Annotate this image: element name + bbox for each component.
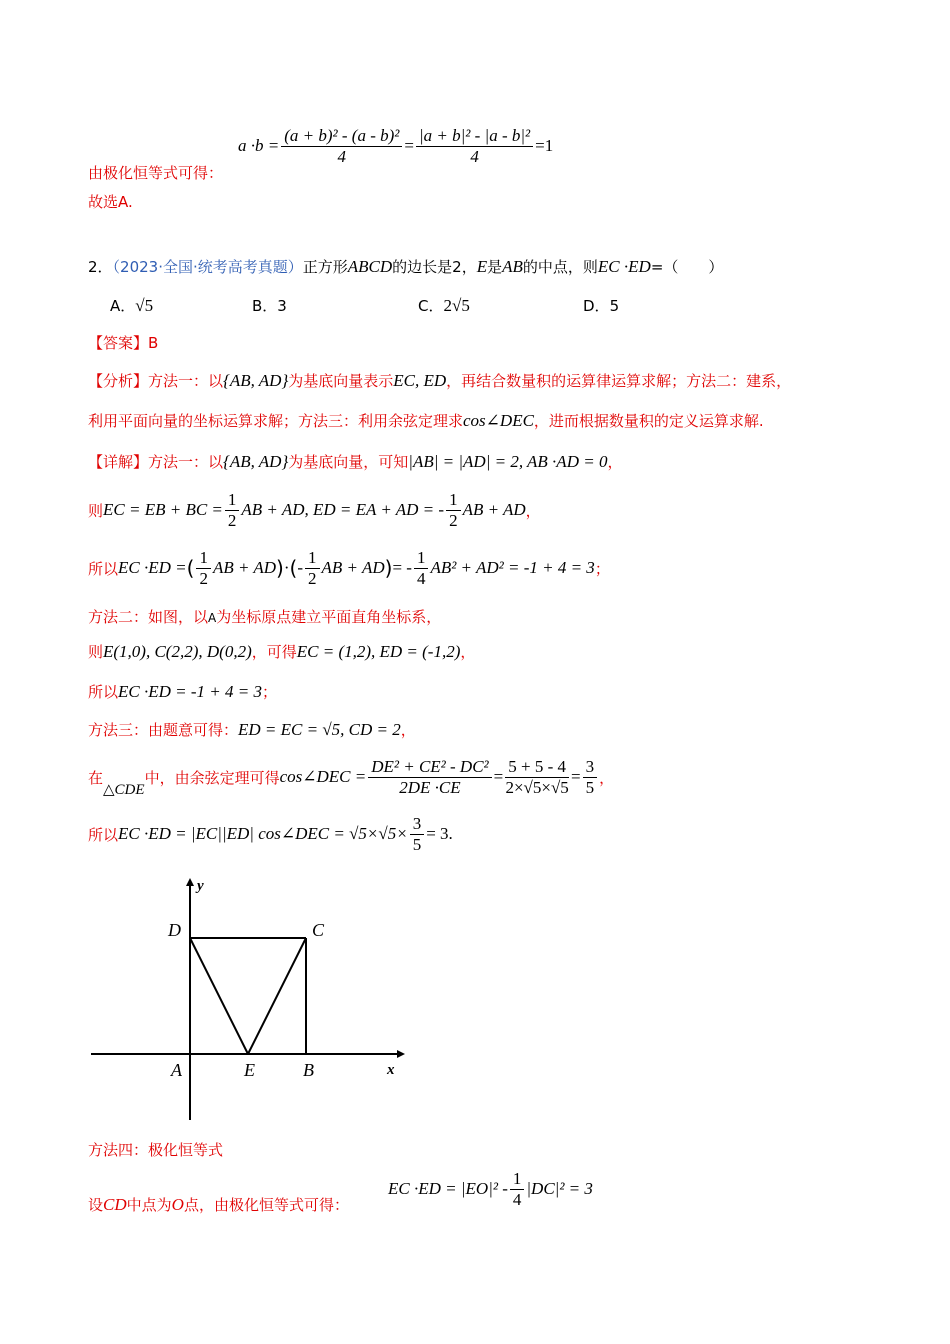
- m3-in: 在: [88, 768, 104, 787]
- so-quarter-num: 1: [414, 548, 429, 569]
- prev-choose: 故选A.: [88, 193, 133, 211]
- then-end: ，: [525, 501, 541, 520]
- m2-b: 为坐标原点建立平面直角坐标系，: [216, 608, 442, 626]
- m3-rn: 3: [410, 814, 425, 835]
- stem-e: E: [476, 257, 488, 276]
- point-label-a: A: [171, 1060, 182, 1080]
- method4-formula: [388, 1166, 593, 1212]
- m4-frac: [510, 1169, 525, 1210]
- option-c[interactable]: [418, 295, 470, 316]
- m4-expr1: EC ·ED = |EO|² -: [388, 1179, 508, 1198]
- so-mid: = -: [392, 558, 412, 577]
- polar-intro-frac1: [281, 126, 402, 167]
- m4-fn: 1: [510, 1169, 525, 1190]
- stem-expr: EC ·ED: [597, 257, 651, 276]
- polar-intro-result: =1: [535, 136, 554, 155]
- so-label: 所以: [88, 559, 119, 578]
- so-p2b: AB + AD: [321, 558, 385, 577]
- analysis-p1: 方法一：以: [148, 372, 224, 390]
- option-b[interactable]: [252, 295, 287, 316]
- m4-text-b: 中点为: [126, 1196, 172, 1214]
- m3-cos: cos∠DEC =: [279, 767, 367, 786]
- then-label: 则: [88, 501, 104, 520]
- m3-eq-1: =: [493, 767, 504, 786]
- option-c-value: 2√5: [443, 296, 470, 315]
- polar-intro-frac2: [416, 126, 533, 167]
- so-expr1: EC ·ED =: [118, 558, 187, 577]
- point-label-d: D: [168, 920, 181, 940]
- point-label-e: E: [244, 1060, 255, 1080]
- so-half-2: [305, 548, 320, 589]
- so-end: ；: [594, 559, 610, 578]
- option-d[interactable]: [583, 295, 619, 316]
- method2-line-2: [88, 641, 475, 662]
- detail-so-line: 所以 EC ·ED = ( $\frac{1}{2}$ AB + AD ) · ( - $\frac{1}{2}$ AB + AD ) = - $\frac{1}{4}$ AB² + AD² = -1 + 4 = 3 ；: [88, 547, 610, 588]
- m4-text-a: 设: [88, 1196, 104, 1214]
- m4-text-c: 点，由极化恒等式可得：: [183, 1196, 349, 1214]
- stem-text-c: 是: [487, 258, 503, 276]
- m2-a: 方法二：如图，以: [88, 608, 209, 626]
- m2-origin: A: [208, 611, 217, 625]
- analysis-line-2: [88, 410, 764, 431]
- analysis-line-1: [88, 370, 791, 391]
- method3-line-3: [88, 810, 453, 858]
- then-half-2-num: 1: [446, 490, 461, 511]
- m2-end: ，: [460, 643, 476, 661]
- m3-rd: 5: [412, 834, 422, 854]
- option-d-label: D．: [583, 297, 610, 315]
- m3-end: ，: [400, 721, 416, 739]
- detail-head: 【详解】: [88, 453, 149, 471]
- m4-fd: 4: [512, 1189, 522, 1209]
- m2-result: EC ·ED = -1 + 4 = 3: [118, 682, 262, 701]
- so-p2a: -: [297, 558, 304, 577]
- method2-line-1: [88, 606, 441, 627]
- m3-frac-1: [368, 757, 491, 798]
- so-p1a: AB + AD: [212, 558, 277, 577]
- m3-f1n: DE² + CE² - DC²: [368, 757, 491, 778]
- m3-f1d: 2DE ·CE: [399, 777, 461, 797]
- question-stem: [88, 256, 723, 277]
- m2-so: 所以: [88, 683, 119, 701]
- m2-vecs: EC = (1,2), ED = (-1,2): [296, 642, 461, 661]
- analysis-line2a: 利用平面向量的坐标运算求解；方法三：利用余弦定理求: [88, 412, 464, 430]
- analysis-vectors: EC, ED: [393, 371, 447, 390]
- m3-tri: △CDE: [103, 781, 145, 798]
- analysis-line2b: ，进而根据数量积的定义运算求解.: [533, 412, 764, 430]
- method3-line-2: [88, 752, 614, 802]
- option-c-label: C．: [418, 297, 444, 315]
- option-a-label: A．: [110, 297, 136, 315]
- then-half-2: [446, 490, 461, 531]
- polar-intro-label: 由极化恒等式可得：: [88, 164, 224, 182]
- segment-de: [190, 938, 248, 1054]
- then-half-2-den: 2: [449, 510, 458, 530]
- polar-intro-frac1-den: 4: [337, 146, 347, 166]
- polar-intro-formula: [238, 116, 553, 176]
- analysis-cos: cos∠DEC: [463, 411, 534, 430]
- detail-m1-a: 方法一：以: [148, 453, 224, 471]
- analysis-p2: 为基底向量表示: [288, 372, 394, 390]
- m4-cd: CD: [103, 1195, 127, 1214]
- option-b-value: 3: [277, 297, 287, 315]
- so-half-1-num: 1: [196, 548, 211, 569]
- m2-then: 则: [88, 643, 104, 661]
- so-half-1-den: 2: [199, 568, 208, 588]
- polar-intro-frac2-den: 4: [470, 146, 479, 166]
- question-number: 2．: [88, 258, 113, 276]
- so-half-1: [196, 548, 211, 589]
- m3-final: = 3.: [426, 824, 453, 843]
- m3-expr: ED = EC = √5, CD = 2: [238, 720, 401, 739]
- stem-text-a: 正方形: [302, 258, 348, 276]
- option-b-label: B．: [252, 297, 278, 315]
- then-expr1: EC = EB + BC =: [103, 500, 223, 519]
- then-expr3: AB + AD: [462, 500, 526, 519]
- point-label-c: C: [312, 920, 325, 940]
- segment-ec: [248, 938, 306, 1054]
- x-axis-label: x: [387, 1062, 395, 1078]
- m4-o: O: [171, 1195, 184, 1214]
- y-axis-label: y: [197, 878, 204, 894]
- detail-then-line: [88, 488, 541, 532]
- m3-so: 所以: [88, 825, 119, 844]
- polar-intro-frac2-num: |a + b|² - |a - b|²: [416, 126, 533, 147]
- m3-f3d: 5: [585, 777, 595, 797]
- y-axis-arrow: [186, 878, 194, 886]
- m3-f2n: 5 + 5 - 4: [505, 757, 569, 778]
- then-half-1: [225, 490, 240, 531]
- polar-intro-eq: =: [404, 136, 414, 155]
- analysis-p3: ，再结合数量积的运算律运算求解；方法二：建系，: [446, 372, 792, 390]
- stem-abcd: ABCD: [347, 257, 393, 276]
- m3-f3n: 3: [583, 757, 598, 778]
- detail-m1-cond: |AB| = |AD| = 2, AB ·AD = 0: [408, 452, 608, 471]
- stem-end: =（ ）: [650, 258, 724, 276]
- coordinate-figure: [85, 870, 415, 1130]
- m3-result: EC ·ED = |EC||ED| cos∠DEC = √5×√5×: [118, 824, 408, 843]
- option-a-value: √5: [135, 296, 154, 315]
- polar-intro-frac1-num: (a + b)² - (a - b)²: [281, 126, 402, 147]
- stem-ab: AB: [502, 257, 523, 276]
- analysis-head: 【分析】: [88, 372, 149, 390]
- m3-frac-3: [583, 757, 598, 798]
- m3-b: 中，由余弦定理可得: [144, 768, 280, 787]
- m3-f2d: 2×√5×√5: [505, 777, 569, 797]
- detail-m1-b: 为基底向量，可知: [288, 453, 409, 471]
- m2-so-end: ；: [261, 683, 277, 701]
- m3-a: 方法三：由题意可得：: [88, 721, 239, 739]
- method3-line-1: [88, 719, 416, 740]
- then-half-1-den: 2: [227, 510, 237, 530]
- then-expr2: AB + AD, ED = EA + AD = -: [241, 500, 445, 519]
- so-expr2: AB² + AD² = -1 + 4 = 3: [430, 558, 595, 577]
- stem-text-b: 的边长是2，: [392, 258, 477, 276]
- stem-text-d: 的中点，则: [522, 258, 598, 276]
- so-half-2-den: 2: [308, 568, 317, 588]
- point-label-b: B: [303, 1060, 314, 1080]
- m2-points: E(1,0), C(2,2), D(0,2): [103, 642, 252, 661]
- detail-line-1: [88, 451, 622, 472]
- method4-text: [88, 1194, 349, 1215]
- option-d-value: 5: [609, 297, 620, 315]
- so-quarter: [414, 548, 429, 589]
- method2-line-3: [88, 681, 277, 702]
- m2-c: ，可得: [251, 643, 297, 661]
- analysis-basis: {AB, AD}: [223, 371, 289, 390]
- method4-title: 方法四：极化恒等式: [88, 1141, 224, 1159]
- then-half-1-num: 1: [225, 490, 240, 511]
- x-axis-arrow: [397, 1050, 405, 1058]
- polar-intro-lhs: a ·b =: [238, 136, 280, 155]
- so-half-2-num: 1: [305, 548, 320, 569]
- detail-m1-end: ，: [607, 453, 623, 471]
- option-a[interactable]: [110, 295, 153, 316]
- so-quarter-den: 4: [416, 568, 426, 588]
- question-source: （2023·全国·统考高考真题）: [112, 258, 303, 276]
- m3-end2: ，: [599, 768, 615, 787]
- m4-expr2: |DC|² = 3: [526, 1179, 593, 1198]
- answer: 【答案】B: [88, 334, 159, 352]
- m3-eq-2: =: [571, 767, 581, 786]
- m3-frac-2: [505, 757, 569, 798]
- detail-m1-basis: {AB, AD}: [223, 452, 289, 471]
- m3-result-frac: [410, 814, 425, 855]
